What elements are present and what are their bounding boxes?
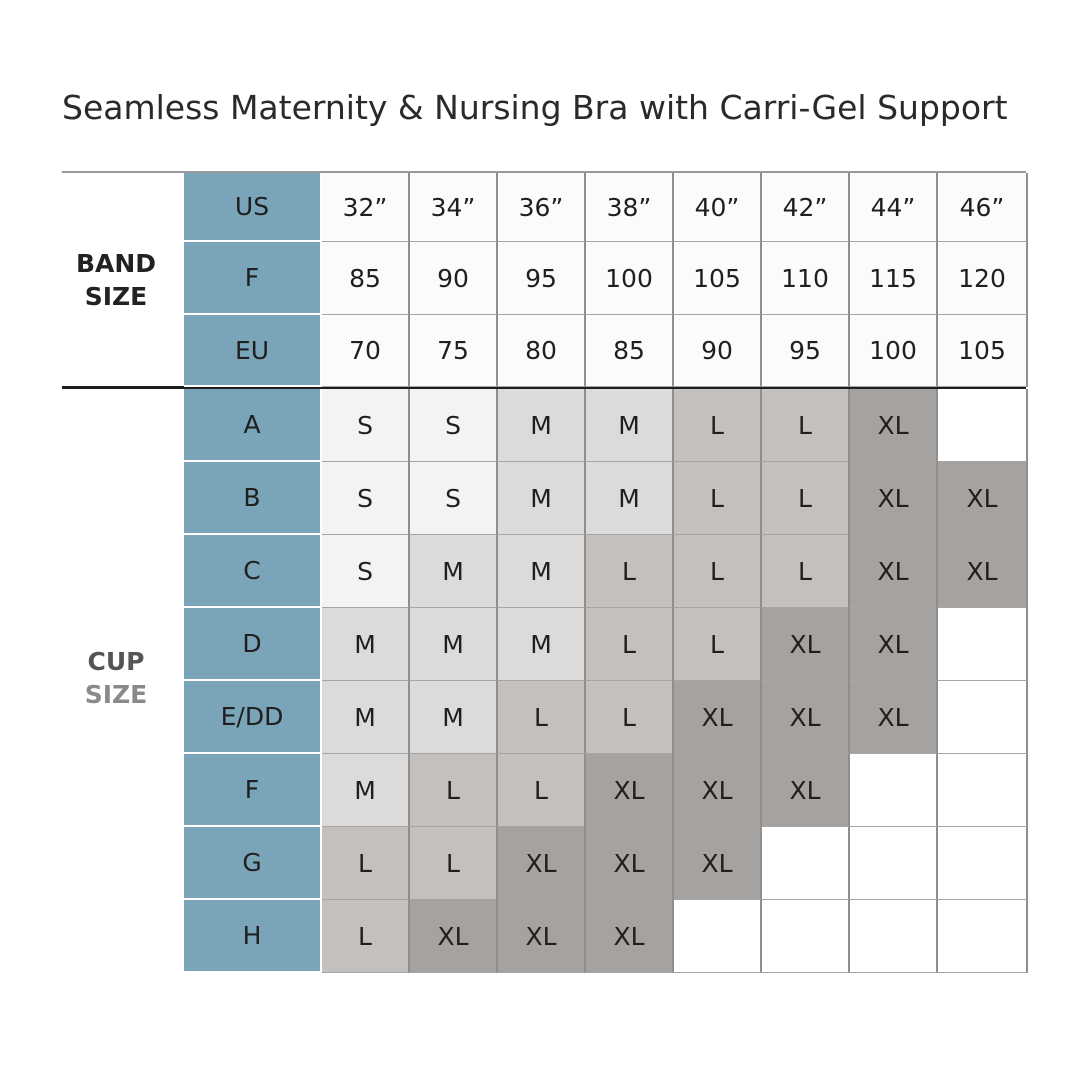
cup-size-cell: XL <box>762 608 850 681</box>
band-size-cell: 85 <box>586 315 674 387</box>
cup-size-cell: XL <box>586 754 674 827</box>
band-size-cell: 46” <box>938 173 1028 242</box>
cup-size-cell: XL <box>674 754 762 827</box>
cup_size-row <box>184 900 1028 973</box>
band-size-cell: 80 <box>498 315 586 387</box>
band-size-cell: 36” <box>498 173 586 242</box>
band-size-label-line1: BAND <box>75 249 157 278</box>
cup-size-cell <box>850 900 938 973</box>
cup-size-cell: XL <box>674 827 762 900</box>
cup-size-label-line1: CUP <box>87 647 145 676</box>
cup_size-row-header: D <box>184 608 322 681</box>
band_size-row-header: F <box>184 242 322 315</box>
cup_size-row <box>184 535 1028 608</box>
cup_size-row <box>184 827 1028 900</box>
cup-size-cell: S <box>322 535 410 608</box>
band-size-cell: 105 <box>938 315 1028 387</box>
cup-size-cell <box>674 900 762 973</box>
cup-size-cell: L <box>762 462 850 535</box>
band-size-cell: 110 <box>762 242 850 315</box>
cup-size-cell: M <box>586 462 674 535</box>
cup-size-cell: L <box>322 827 410 900</box>
cup-size-cell: M <box>498 462 586 535</box>
cup-size-cell: M <box>498 535 586 608</box>
band-size-cell: 32” <box>322 173 410 242</box>
cup-size-cell: L <box>410 754 498 827</box>
band_size-row-header: EU <box>184 315 322 387</box>
cup-size-cell: L <box>322 900 410 973</box>
band-size-cell: 42” <box>762 173 850 242</box>
cup-size-cell <box>938 827 1028 900</box>
cup-size-cell: M <box>498 608 586 681</box>
cup_size-row-header: B <box>184 462 322 535</box>
cup-size-cell: S <box>322 462 410 535</box>
cup-size-cell: XL <box>850 681 938 754</box>
cup-size-cell: L <box>762 389 850 462</box>
cup-size-cell: L <box>410 827 498 900</box>
cup-size-cell: XL <box>586 827 674 900</box>
cup-size-cell: XL <box>498 900 586 973</box>
cup_size-row <box>184 462 1028 535</box>
cup_size-row <box>184 681 1028 754</box>
cup_size-row-header: C <box>184 535 322 608</box>
band-size-cell: 95 <box>762 315 850 387</box>
band_size-row <box>184 242 1028 315</box>
cup-size-cell <box>850 827 938 900</box>
band-size-label <box>62 247 170 313</box>
cup_size-row <box>184 389 1028 462</box>
cup_size-row <box>184 754 1028 827</box>
cup-size-label-line2: SIZE <box>84 680 148 709</box>
cup-size-cell: L <box>762 535 850 608</box>
cup-size-cell: L <box>674 462 762 535</box>
band-size-cell: 105 <box>674 242 762 315</box>
cup-size-cell: L <box>674 535 762 608</box>
band-size-cell: 115 <box>850 242 938 315</box>
cup-size-cell: L <box>586 608 674 681</box>
cup-size-cell: XL <box>850 535 938 608</box>
band-size-cell: 100 <box>850 315 938 387</box>
cup-size-cell: XL <box>938 535 1028 608</box>
cup_size-row-header: E/DD <box>184 681 322 754</box>
cup-size-cell: L <box>498 681 586 754</box>
cup-size-cell: L <box>674 389 762 462</box>
band-size-cell: 85 <box>322 242 410 315</box>
cup-size-cell <box>938 900 1028 973</box>
band-size-cell: 90 <box>410 242 498 315</box>
band-size-cell: 95 <box>498 242 586 315</box>
cup-size-cell: S <box>322 389 410 462</box>
cup-size-cell: XL <box>586 900 674 973</box>
band_size-row <box>184 173 1028 242</box>
chart-title: Seamless Maternity & Nursing Bra with Carri-Gel Support <box>62 88 1008 127</box>
cup-size-cell: M <box>410 535 498 608</box>
cup-size-cell <box>762 827 850 900</box>
cup-size-cell <box>938 681 1028 754</box>
cup-size-cell: M <box>410 681 498 754</box>
cup-size-cell: XL <box>674 681 762 754</box>
cup-size-cell: XL <box>850 462 938 535</box>
cup_size-row-header: A <box>184 389 322 462</box>
cup-size-cell: M <box>322 681 410 754</box>
cup-size-label <box>62 645 170 711</box>
cup-size-cell: L <box>498 754 586 827</box>
cup-size-cell: M <box>322 754 410 827</box>
cup-size-cell <box>938 389 1028 462</box>
band-size-cell: 90 <box>674 315 762 387</box>
band-size-cell: 75 <box>410 315 498 387</box>
cup_size-row-header: H <box>184 900 322 973</box>
cup-size-cell: M <box>498 389 586 462</box>
cup-size-cell: XL <box>850 608 938 681</box>
cup-size-cell: L <box>586 535 674 608</box>
cup-size-cell: XL <box>938 462 1028 535</box>
band-size-cell: 40” <box>674 173 762 242</box>
band-size-cell: 120 <box>938 242 1028 315</box>
cup-size-cell: XL <box>498 827 586 900</box>
band-size-cell: 70 <box>322 315 410 387</box>
cup-size-cell: M <box>410 608 498 681</box>
band_size-row <box>184 315 1028 387</box>
band-size-cell: 44” <box>850 173 938 242</box>
cup_size-row-header: F <box>184 754 322 827</box>
cup-size-cell: XL <box>762 754 850 827</box>
cup-size-cell <box>938 754 1028 827</box>
cup-size-cell: XL <box>850 389 938 462</box>
cup_size-row-header: G <box>184 827 322 900</box>
cup-size-cell: L <box>586 681 674 754</box>
cup-size-cell: S <box>410 462 498 535</box>
cup-size-cell: L <box>674 608 762 681</box>
band_size-row-header: US <box>184 173 322 242</box>
cup-size-cell <box>762 900 850 973</box>
band-size-cell: 34” <box>410 173 498 242</box>
cup-size-cell: M <box>322 608 410 681</box>
cup_size-row <box>184 608 1028 681</box>
band-size-label-line2: SIZE <box>84 282 148 311</box>
cup-size-cell: XL <box>410 900 498 973</box>
cup-size-cell <box>850 754 938 827</box>
cup-size-cell <box>938 608 1028 681</box>
cup-size-cell: XL <box>762 681 850 754</box>
cup-size-cell: M <box>586 389 674 462</box>
band-size-cell: 100 <box>586 242 674 315</box>
cup-size-cell: S <box>410 389 498 462</box>
band-size-cell: 38” <box>586 173 674 242</box>
